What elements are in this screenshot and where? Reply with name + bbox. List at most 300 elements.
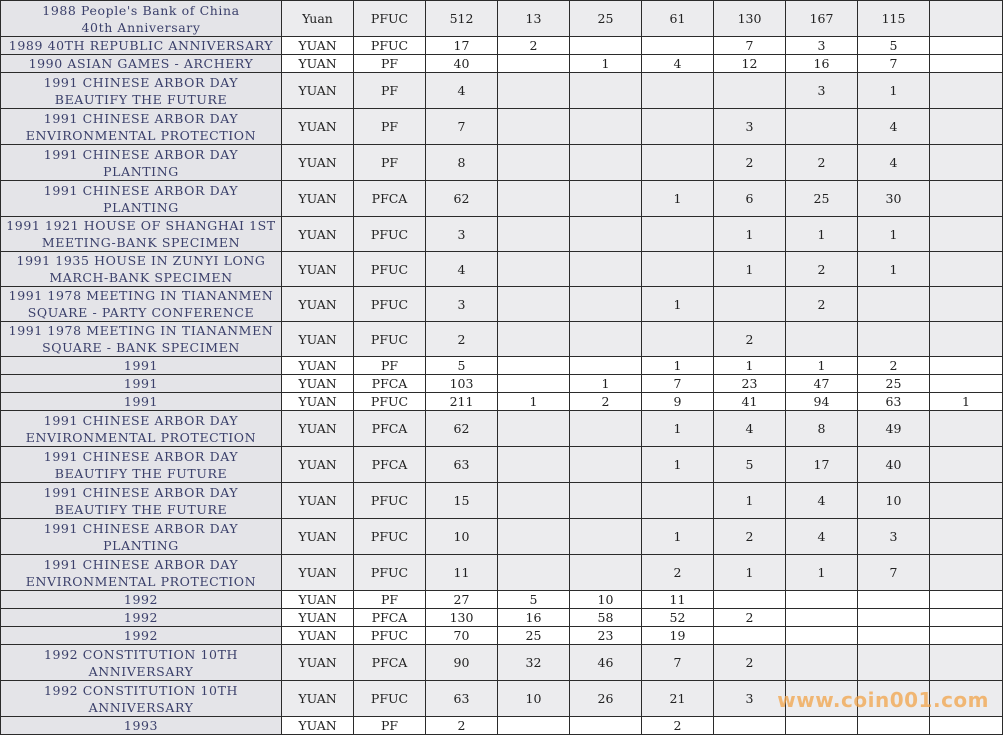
total-cell: 17 (426, 37, 498, 55)
grade-count-cell: 115 (858, 1, 930, 37)
grade-count-cell (930, 591, 1003, 609)
grade-count-cell: 7 (642, 645, 714, 681)
grade-count-cell (570, 37, 642, 55)
grade-count-cell (498, 411, 570, 447)
grade-count-cell (930, 609, 1003, 627)
grade-count-cell (570, 252, 642, 287)
grade-count-cell (930, 519, 1003, 555)
grade-count-cell (858, 681, 930, 717)
grade-count-cell: 1 (858, 217, 930, 252)
grade-count-cell: 2 (570, 393, 642, 411)
grade-count-cell (642, 73, 714, 109)
table-row (1, 555, 1003, 591)
coin-issue-name-line: 1991 (123, 358, 159, 373)
total-cell: 4 (426, 73, 498, 109)
grade-count-cell: 58 (570, 609, 642, 627)
coin-issue-name-line: 1991 CHINESE ARBOR DAY (43, 146, 239, 162)
coin-issue-name-line: SQUARE - PARTY CONFERENCE (27, 305, 255, 320)
table-row (1, 287, 1003, 322)
grade-count-cell: 1 (858, 73, 930, 109)
currency-cell: YUAN (282, 609, 354, 627)
coin-issue-name (1, 447, 282, 483)
grade-count-cell (858, 322, 930, 357)
table-row (1, 73, 1003, 109)
coin-issue-name (1, 145, 282, 181)
grade-count-cell: 16 (786, 55, 858, 73)
grade-cell: PFCA (354, 609, 426, 627)
grade-count-cell: 1 (714, 357, 786, 375)
grade-count-cell (570, 145, 642, 181)
grade-count-cell: 1 (714, 252, 786, 287)
table-row (1, 447, 1003, 483)
grade-count-cell: 4 (858, 145, 930, 181)
total-cell: 3 (426, 217, 498, 252)
coin-issue-name (1, 519, 282, 555)
coin-issue-name (1, 322, 282, 357)
coin-issue-name-line: 1992 (123, 628, 159, 643)
coin-issue-name-line: PLANTING (103, 537, 179, 553)
coin-issue-name-line: ENVIRONMENTAL PROTECTION (25, 429, 257, 445)
grade-cell: PFCA (354, 645, 426, 681)
grade-count-cell (930, 252, 1003, 287)
grade-count-cell: 1 (570, 375, 642, 393)
coin-issue-name-line: 1991 1978 MEETING IN TIANANMEN (8, 323, 274, 338)
total-cell: 70 (426, 627, 498, 645)
table-row (1, 357, 1003, 375)
grade-count-cell (714, 287, 786, 322)
watermark: www.coin001.com (777, 688, 989, 712)
grade-count-cell: 2 (642, 555, 714, 591)
grade-count-cell (930, 555, 1003, 591)
total-cell: 211 (426, 393, 498, 411)
coin-issue-name-line: 1991 CHINESE ARBOR DAY (43, 412, 239, 428)
grade-count-cell: 16 (498, 609, 570, 627)
grade-count-cell: 4 (858, 109, 930, 145)
total-cell: 7 (426, 109, 498, 145)
grade-count-cell: 2 (786, 287, 858, 322)
currency-cell: YUAN (282, 393, 354, 411)
grade-count-cell (930, 627, 1003, 645)
grade-count-cell (930, 73, 1003, 109)
grade-cell: PFUC (354, 37, 426, 55)
coin-issue-name-line: 1990 ASIAN GAMES - ARCHERY (28, 56, 254, 71)
grade-count-cell: 2 (786, 252, 858, 287)
coin-issue-name-line: ENVIRONMENTAL PROTECTION (25, 127, 257, 143)
coin-issue-name-line: ANNIVERSARY (88, 699, 194, 715)
currency-cell: Yuan (282, 1, 354, 37)
table-row (1, 627, 1003, 645)
grade-count-cell (858, 717, 930, 735)
grade-count-cell: 46 (570, 645, 642, 681)
grade-count-cell: 2 (714, 645, 786, 681)
coin-issue-name-line: 1991 CHINESE ARBOR DAY (43, 520, 239, 536)
grade-count-cell: 4 (786, 519, 858, 555)
total-cell: 4 (426, 252, 498, 287)
total-cell: 8 (426, 145, 498, 181)
grade-count-cell (642, 145, 714, 181)
coin-issue-name-line: 1992 CONSTITUTION 10TH (43, 682, 239, 698)
grade-count-cell: 12 (714, 55, 786, 73)
grade-count-cell: 2 (786, 145, 858, 181)
grade-count-cell: 5 (498, 591, 570, 609)
grade-cell: PF (354, 55, 426, 73)
grade-count-cell: 19 (642, 627, 714, 645)
grade-count-cell (930, 357, 1003, 375)
total-cell: 10 (426, 519, 498, 555)
grade-count-cell: 7 (858, 55, 930, 73)
grade-count-cell (930, 55, 1003, 73)
coin-issue-name (1, 1, 282, 37)
table-row (1, 252, 1003, 287)
grade-count-cell (570, 357, 642, 375)
total-cell: 2 (426, 322, 498, 357)
grade-count-cell: 8 (786, 411, 858, 447)
grade-count-cell: 2 (642, 717, 714, 735)
grade-count-cell: 1 (642, 287, 714, 322)
grade-count-cell (498, 252, 570, 287)
grade-count-cell: 26 (570, 681, 642, 717)
total-cell: 11 (426, 555, 498, 591)
grade-count-cell (498, 717, 570, 735)
grade-count-cell: 1 (642, 447, 714, 483)
currency-cell: YUAN (282, 645, 354, 681)
grade-count-cell: 1 (786, 217, 858, 252)
grade-count-cell: 10 (570, 591, 642, 609)
grade-count-cell: 1 (642, 357, 714, 375)
grade-count-cell: 1 (642, 181, 714, 217)
grade-cell: PF (354, 73, 426, 109)
grade-count-cell (498, 322, 570, 357)
currency-cell: YUAN (282, 145, 354, 181)
grade-count-cell: 30 (858, 181, 930, 217)
coin-issue-name-line: 1991 (123, 394, 159, 409)
currency-cell: YUAN (282, 73, 354, 109)
coin-issue-name-line: BEAUTIFY THE FUTURE (54, 91, 228, 107)
grade-count-cell (570, 555, 642, 591)
table-row (1, 717, 1003, 735)
grade-cell: PF (354, 109, 426, 145)
table-row (1, 681, 1003, 717)
table-row (1, 181, 1003, 217)
grade-count-cell: 4 (786, 483, 858, 519)
coin-issue-name-line: 1991 1935 HOUSE IN ZUNYI LONG (16, 253, 266, 268)
grade-count-cell (642, 483, 714, 519)
grade-count-cell: 2 (714, 322, 786, 357)
grade-count-cell (498, 483, 570, 519)
currency-cell: YUAN (282, 627, 354, 645)
grade-count-cell: 49 (858, 411, 930, 447)
grade-count-cell: 1 (642, 411, 714, 447)
grade-count-cell: 1 (930, 393, 1003, 411)
grade-cell: PFUC (354, 217, 426, 252)
currency-cell: YUAN (282, 483, 354, 519)
grade-count-cell (642, 37, 714, 55)
grade-count-cell (858, 287, 930, 322)
coin-issue-name (1, 555, 282, 591)
grade-count-cell: 13 (498, 1, 570, 37)
grade-count-cell: 17 (786, 447, 858, 483)
currency-cell: YUAN (282, 217, 354, 252)
grade-count-cell (786, 717, 858, 735)
currency-cell: YUAN (282, 375, 354, 393)
coin-issue-name-line: ENVIRONMENTAL PROTECTION (25, 573, 257, 589)
grade-count-cell: 7 (642, 375, 714, 393)
grade-cell: PF (354, 145, 426, 181)
total-cell: 62 (426, 181, 498, 217)
grade-count-cell: 41 (714, 393, 786, 411)
coin-issue-name-line: 1991 1921 HOUSE OF SHANGHAI 1ST (6, 218, 276, 233)
grade-count-cell: 2 (714, 145, 786, 181)
grade-count-cell (498, 73, 570, 109)
grade-cell: PFUC (354, 393, 426, 411)
grade-count-cell (498, 555, 570, 591)
grade-count-cell (930, 681, 1003, 717)
grade-count-cell (930, 322, 1003, 357)
grade-count-cell (498, 217, 570, 252)
grade-count-cell (930, 411, 1003, 447)
table-row (1, 322, 1003, 357)
table-row (1, 519, 1003, 555)
total-cell: 130 (426, 609, 498, 627)
grade-count-cell (930, 287, 1003, 322)
grade-count-cell: 2 (858, 357, 930, 375)
total-cell: 3 (426, 287, 498, 322)
grade-count-cell: 61 (642, 1, 714, 37)
grade-count-cell: 25 (786, 181, 858, 217)
grade-count-cell (498, 145, 570, 181)
grade-cell: PFUC (354, 252, 426, 287)
grade-cell: PFUC (354, 681, 426, 717)
grade-count-cell (642, 322, 714, 357)
grade-count-cell: 23 (714, 375, 786, 393)
coin-issue-name-line: MARCH-BANK SPECIMEN (49, 270, 233, 285)
table-body (1, 1, 1003, 735)
currency-cell: YUAN (282, 287, 354, 322)
grade-count-cell: 4 (714, 411, 786, 447)
grade-count-cell (570, 287, 642, 322)
grade-cell: PFCA (354, 375, 426, 393)
coin-issue-name (1, 73, 282, 109)
grade-count-cell (930, 447, 1003, 483)
grade-count-cell (498, 181, 570, 217)
total-cell: 63 (426, 681, 498, 717)
grade-count-cell: 32 (498, 645, 570, 681)
grade-cell: PFUC (354, 1, 426, 37)
grade-count-cell (786, 627, 858, 645)
currency-cell: YUAN (282, 252, 354, 287)
coin-issue-name (1, 252, 282, 287)
grade-count-cell: 47 (786, 375, 858, 393)
currency-cell: YUAN (282, 55, 354, 73)
coin-issue-name-line: 1992 CONSTITUTION 10TH (43, 646, 239, 662)
coin-issue-name-line: 1991 1978 MEETING IN TIANANMEN (8, 288, 274, 303)
grade-count-cell (930, 145, 1003, 181)
grade-cell: PF (354, 357, 426, 375)
coin-issue-name (1, 55, 282, 73)
grade-count-cell: 1 (786, 357, 858, 375)
grade-count-cell (498, 447, 570, 483)
total-cell: 2 (426, 717, 498, 735)
grade-count-cell: 3 (786, 37, 858, 55)
currency-cell: YUAN (282, 322, 354, 357)
coin-issue-name-line: PLANTING (103, 163, 179, 179)
coin-issue-name (1, 393, 282, 411)
grade-count-cell (714, 717, 786, 735)
coin-issue-name (1, 181, 282, 217)
grade-cell: PFUC (354, 627, 426, 645)
grade-count-cell: 25 (498, 627, 570, 645)
grade-count-cell (858, 645, 930, 681)
grade-count-cell: 11 (642, 591, 714, 609)
currency-cell: YUAN (282, 181, 354, 217)
table-row (1, 411, 1003, 447)
coin-issue-name-line: MEETING-BANK SPECIMEN (41, 235, 241, 250)
table-row (1, 1, 1003, 37)
currency-cell: YUAN (282, 555, 354, 591)
grade-cell: PF (354, 717, 426, 735)
grade-count-cell: 5 (714, 447, 786, 483)
grade-count-cell (930, 181, 1003, 217)
grade-count-cell: 4 (642, 55, 714, 73)
total-cell: 15 (426, 483, 498, 519)
grade-count-cell (570, 483, 642, 519)
coin-issue-name-line: BEAUTIFY THE FUTURE (54, 501, 228, 517)
grade-count-cell (786, 681, 858, 717)
table-row (1, 645, 1003, 681)
grade-count-cell (570, 217, 642, 252)
grade-cell: PFUC (354, 519, 426, 555)
coin-issue-name-line: BEAUTIFY THE FUTURE (54, 465, 228, 481)
grade-count-cell (498, 375, 570, 393)
coin-issue-name (1, 375, 282, 393)
total-cell: 512 (426, 1, 498, 37)
grade-count-cell (642, 217, 714, 252)
grade-count-cell (930, 483, 1003, 519)
coin-issue-name-line: 1992 (123, 610, 159, 625)
coin-issue-name (1, 483, 282, 519)
currency-cell: YUAN (282, 591, 354, 609)
coin-issue-name-line: 1991 (123, 376, 159, 391)
total-cell: 5 (426, 357, 498, 375)
currency-cell: YUAN (282, 717, 354, 735)
grade-count-cell: 7 (858, 555, 930, 591)
grade-count-cell: 1 (570, 55, 642, 73)
grade-count-cell: 1 (786, 555, 858, 591)
grade-count-cell (570, 181, 642, 217)
grade-count-cell (786, 591, 858, 609)
grade-count-cell: 23 (570, 627, 642, 645)
coin-issue-name-line: 1989 40TH REPUBLIC ANNIVERSARY (8, 38, 274, 53)
table-row (1, 591, 1003, 609)
grade-count-cell (858, 627, 930, 645)
coin-issue-name (1, 609, 282, 627)
coin-issue-name-line: ANNIVERSARY (88, 663, 194, 679)
grade-count-cell: 130 (714, 1, 786, 37)
grade-count-cell: 1 (714, 217, 786, 252)
coin-issue-name (1, 717, 282, 735)
grade-count-cell (498, 357, 570, 375)
grade-count-cell (714, 591, 786, 609)
grade-count-cell (930, 1, 1003, 37)
table-row (1, 609, 1003, 627)
coin-issue-name-line: 1991 CHINESE ARBOR DAY (43, 448, 239, 464)
grade-count-cell: 25 (858, 375, 930, 393)
currency-cell: YUAN (282, 519, 354, 555)
grade-count-cell: 3 (714, 109, 786, 145)
coin-issue-name-line: 1992 (123, 592, 159, 607)
table-row (1, 55, 1003, 73)
grade-count-cell (570, 411, 642, 447)
grade-count-cell (786, 609, 858, 627)
coin-issue-name (1, 627, 282, 645)
grade-count-cell (498, 109, 570, 145)
total-cell: 90 (426, 645, 498, 681)
grade-count-cell (570, 717, 642, 735)
coin-issue-name-line: PLANTING (103, 199, 179, 215)
coin-issue-name (1, 411, 282, 447)
grade-cell: PFCA (354, 181, 426, 217)
grade-count-cell (714, 73, 786, 109)
coin-issue-name (1, 217, 282, 252)
table-row (1, 109, 1003, 145)
grade-count-cell (930, 37, 1003, 55)
coin-issue-name-line: SQUARE - BANK SPECIMEN (42, 340, 240, 355)
grade-count-cell: 3 (858, 519, 930, 555)
table-row (1, 37, 1003, 55)
grade-count-cell (786, 322, 858, 357)
coin-issue-name-line: 1991 CHINESE ARBOR DAY (43, 484, 239, 500)
grade-count-cell: 3 (786, 73, 858, 109)
grade-count-cell: 40 (858, 447, 930, 483)
grade-count-cell (570, 447, 642, 483)
currency-cell: YUAN (282, 447, 354, 483)
grade-count-cell: 1 (498, 393, 570, 411)
grade-count-cell: 7 (714, 37, 786, 55)
coin-issue-name (1, 681, 282, 717)
grade-count-cell: 25 (570, 1, 642, 37)
table-row (1, 393, 1003, 411)
grade-count-cell: 1 (858, 252, 930, 287)
coin-issue-name-line: 1991 CHINESE ARBOR DAY (43, 110, 239, 126)
grade-count-cell (786, 645, 858, 681)
grade-count-cell (930, 217, 1003, 252)
grade-count-cell: 5 (858, 37, 930, 55)
coin-issue-name-line: 1993 (123, 718, 159, 733)
grade-count-cell (642, 109, 714, 145)
grade-count-cell: 2 (714, 519, 786, 555)
grade-count-cell (930, 109, 1003, 145)
grade-count-cell: 1 (642, 519, 714, 555)
grade-count-cell: 21 (642, 681, 714, 717)
grade-cell: PFUC (354, 287, 426, 322)
currency-cell: YUAN (282, 411, 354, 447)
grade-count-cell (930, 375, 1003, 393)
grade-count-cell: 9 (642, 393, 714, 411)
grade-count-cell (570, 109, 642, 145)
currency-cell: YUAN (282, 357, 354, 375)
grade-cell: PFCA (354, 411, 426, 447)
coin-issue-name (1, 37, 282, 55)
grade-cell: PF (354, 591, 426, 609)
table-row (1, 217, 1003, 252)
grade-count-cell: 1 (714, 483, 786, 519)
grade-cell: PFUC (354, 322, 426, 357)
grade-count-cell: 167 (786, 1, 858, 37)
grade-count-cell (570, 322, 642, 357)
grade-count-cell: 94 (786, 393, 858, 411)
coin-issue-name-line: 1991 CHINESE ARBOR DAY (43, 556, 239, 572)
grade-count-cell (498, 519, 570, 555)
